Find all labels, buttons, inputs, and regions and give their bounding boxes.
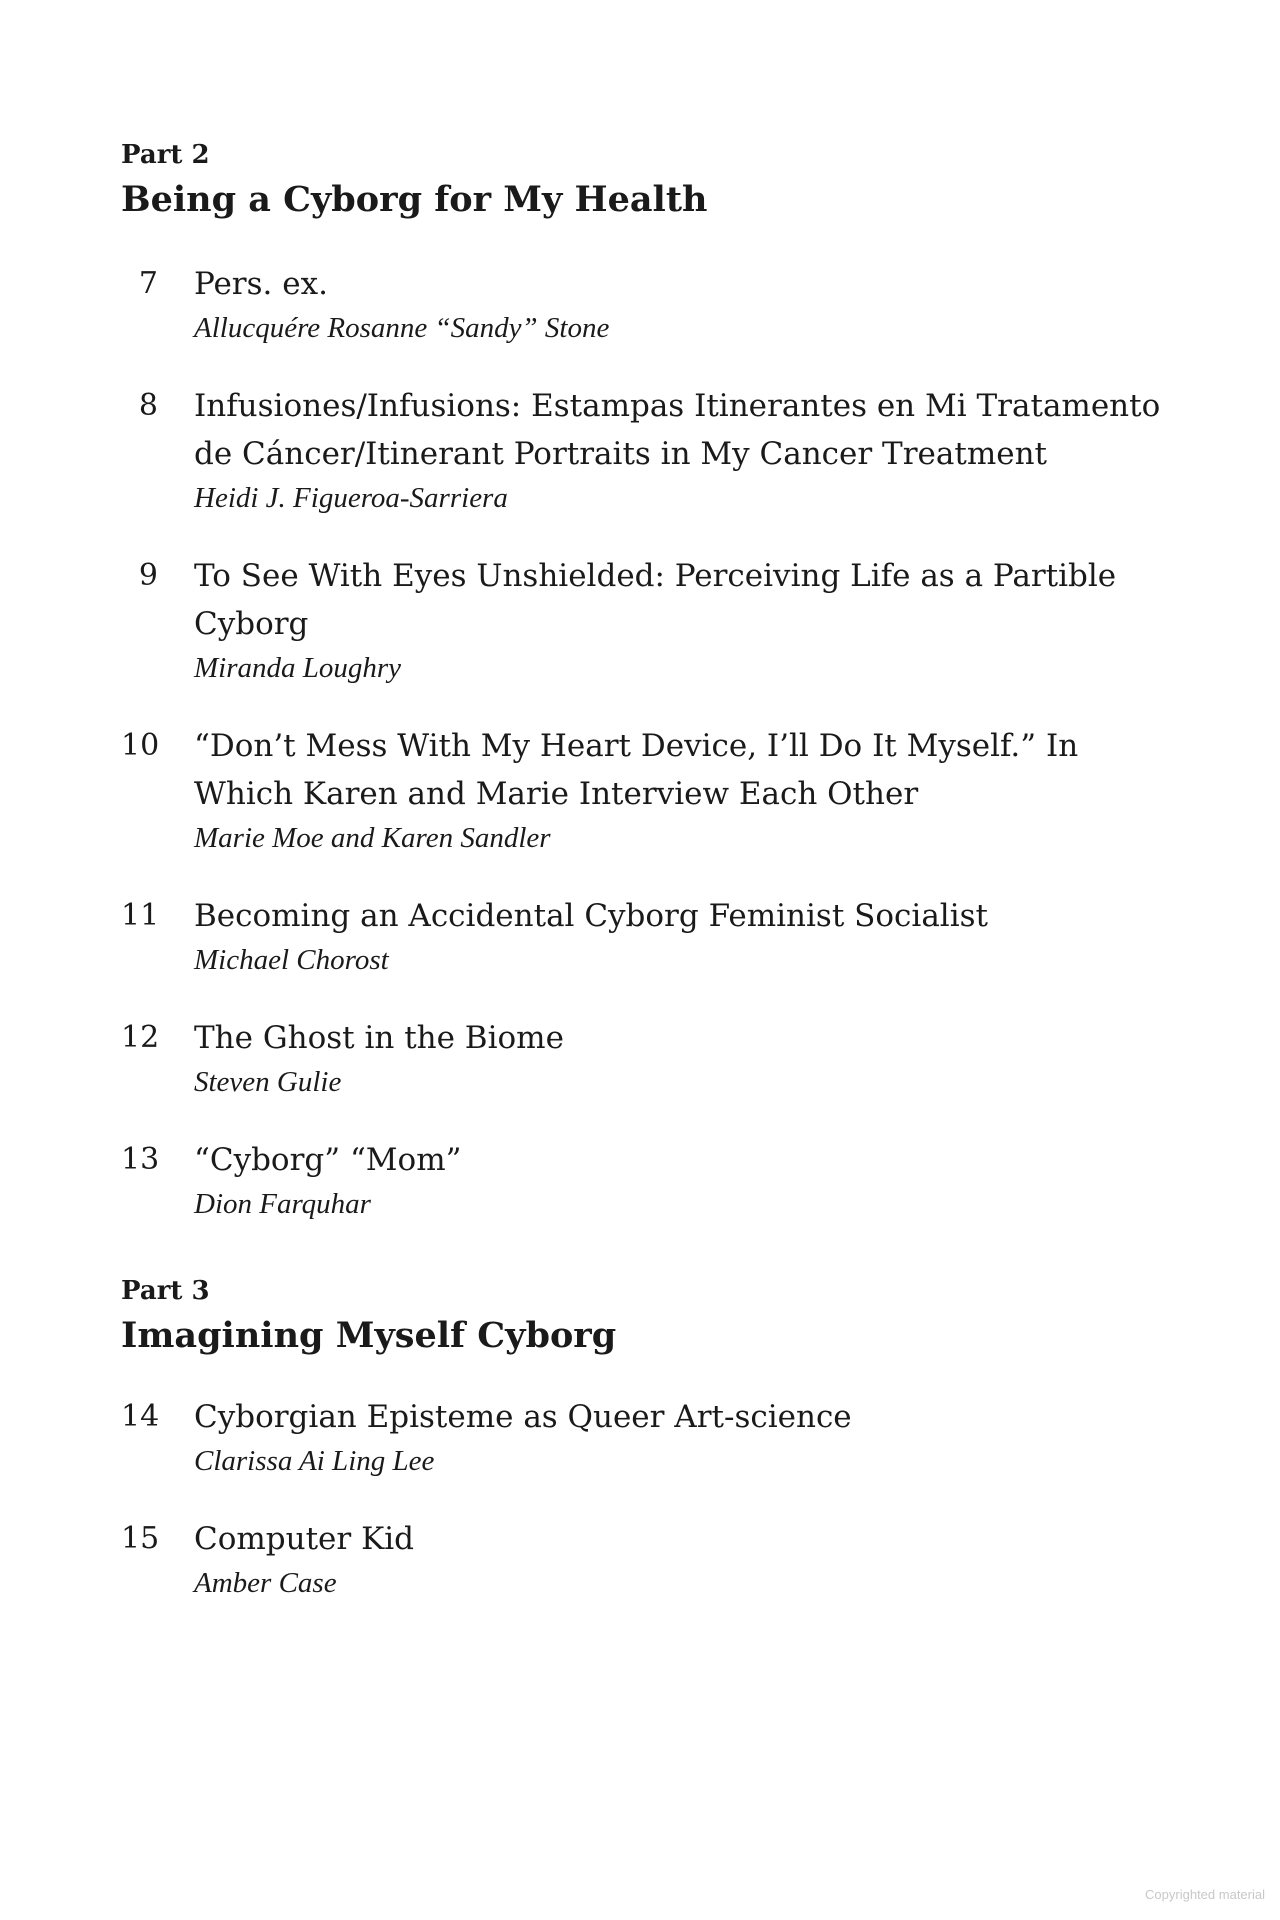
chapter-title: Pers. ex. [194,266,328,302]
chapter-entry [121,892,1161,980]
chapter-list [121,1393,1161,1603]
chapter-number: 14 [121,1399,160,1434]
chapter-entry [121,1136,1161,1224]
chapter-number: 11 [121,898,160,933]
table-of-contents [121,138,1161,1637]
chapter-number: 13 [121,1142,160,1177]
chapter-title: Becoming an Accidental Cyborg Feminist Socialist [194,898,988,934]
chapter-number: 10 [121,728,160,763]
copyright-watermark: Copyrighted material [1145,1887,1265,1902]
part-title: Imagining Myself Cyborg [121,1315,617,1356]
chapter-entry [121,1393,1161,1481]
chapter-entry [121,1515,1161,1603]
chapter-author: Dion Farquhar [194,1188,371,1220]
chapter-entry [121,382,1161,518]
chapter-entry [121,1014,1161,1102]
chapter-author: Miranda Loughry [194,652,402,684]
chapter-title: The Ghost in the Biome [194,1020,564,1056]
part-2-section [121,138,1161,1224]
chapter-author: Marie Moe and Karen Sandler [194,822,551,854]
chapter-number: 9 [138,558,158,593]
chapter-author: Steven Gulie [194,1066,342,1098]
chapter-number: 8 [138,388,158,423]
chapter-list [121,260,1161,1224]
chapter-entry [121,722,1161,858]
part-3-section [121,1274,1161,1603]
chapter-title: To See With Eyes Unshielded: Perceiving Life as a Partible Cyborg [194,558,1117,642]
chapter-title: Cyborgian Episteme as Queer Art-science [194,1399,852,1435]
chapter-author: Heidi J. Figueroa-Sarriera [194,482,508,514]
chapter-title: “Cyborg” “Mom” [194,1142,462,1178]
chapter-entry [121,552,1161,688]
part-label: Part 2 [121,140,210,170]
chapter-author: Clarissa Ai Ling Lee [194,1445,435,1477]
chapter-number: 12 [121,1020,160,1055]
chapter-number: 7 [138,266,158,301]
chapter-author: Michael Chorost [194,944,389,976]
part-label: Part 3 [121,1276,210,1306]
chapter-number: 15 [121,1521,160,1556]
chapter-title: “Don’t Mess With My Heart Device, I’ll Do It Myself.” In Which Karen and Marie Interview Each Other [194,728,1079,812]
chapter-entry [121,260,1161,348]
chapter-author: Allucquére Rosanne “Sandy” Stone [194,312,610,344]
chapter-author: Amber Case [194,1567,337,1599]
part-title: Being a Cyborg for My Health [121,179,708,220]
chapter-title: Infusiones/Infusions: Estampas Itinerantes en Mi Tratamento de Cáncer/Itinerant Portraits in My Cancer Treatment [194,388,1161,472]
chapter-title: Computer Kid [194,1521,414,1557]
